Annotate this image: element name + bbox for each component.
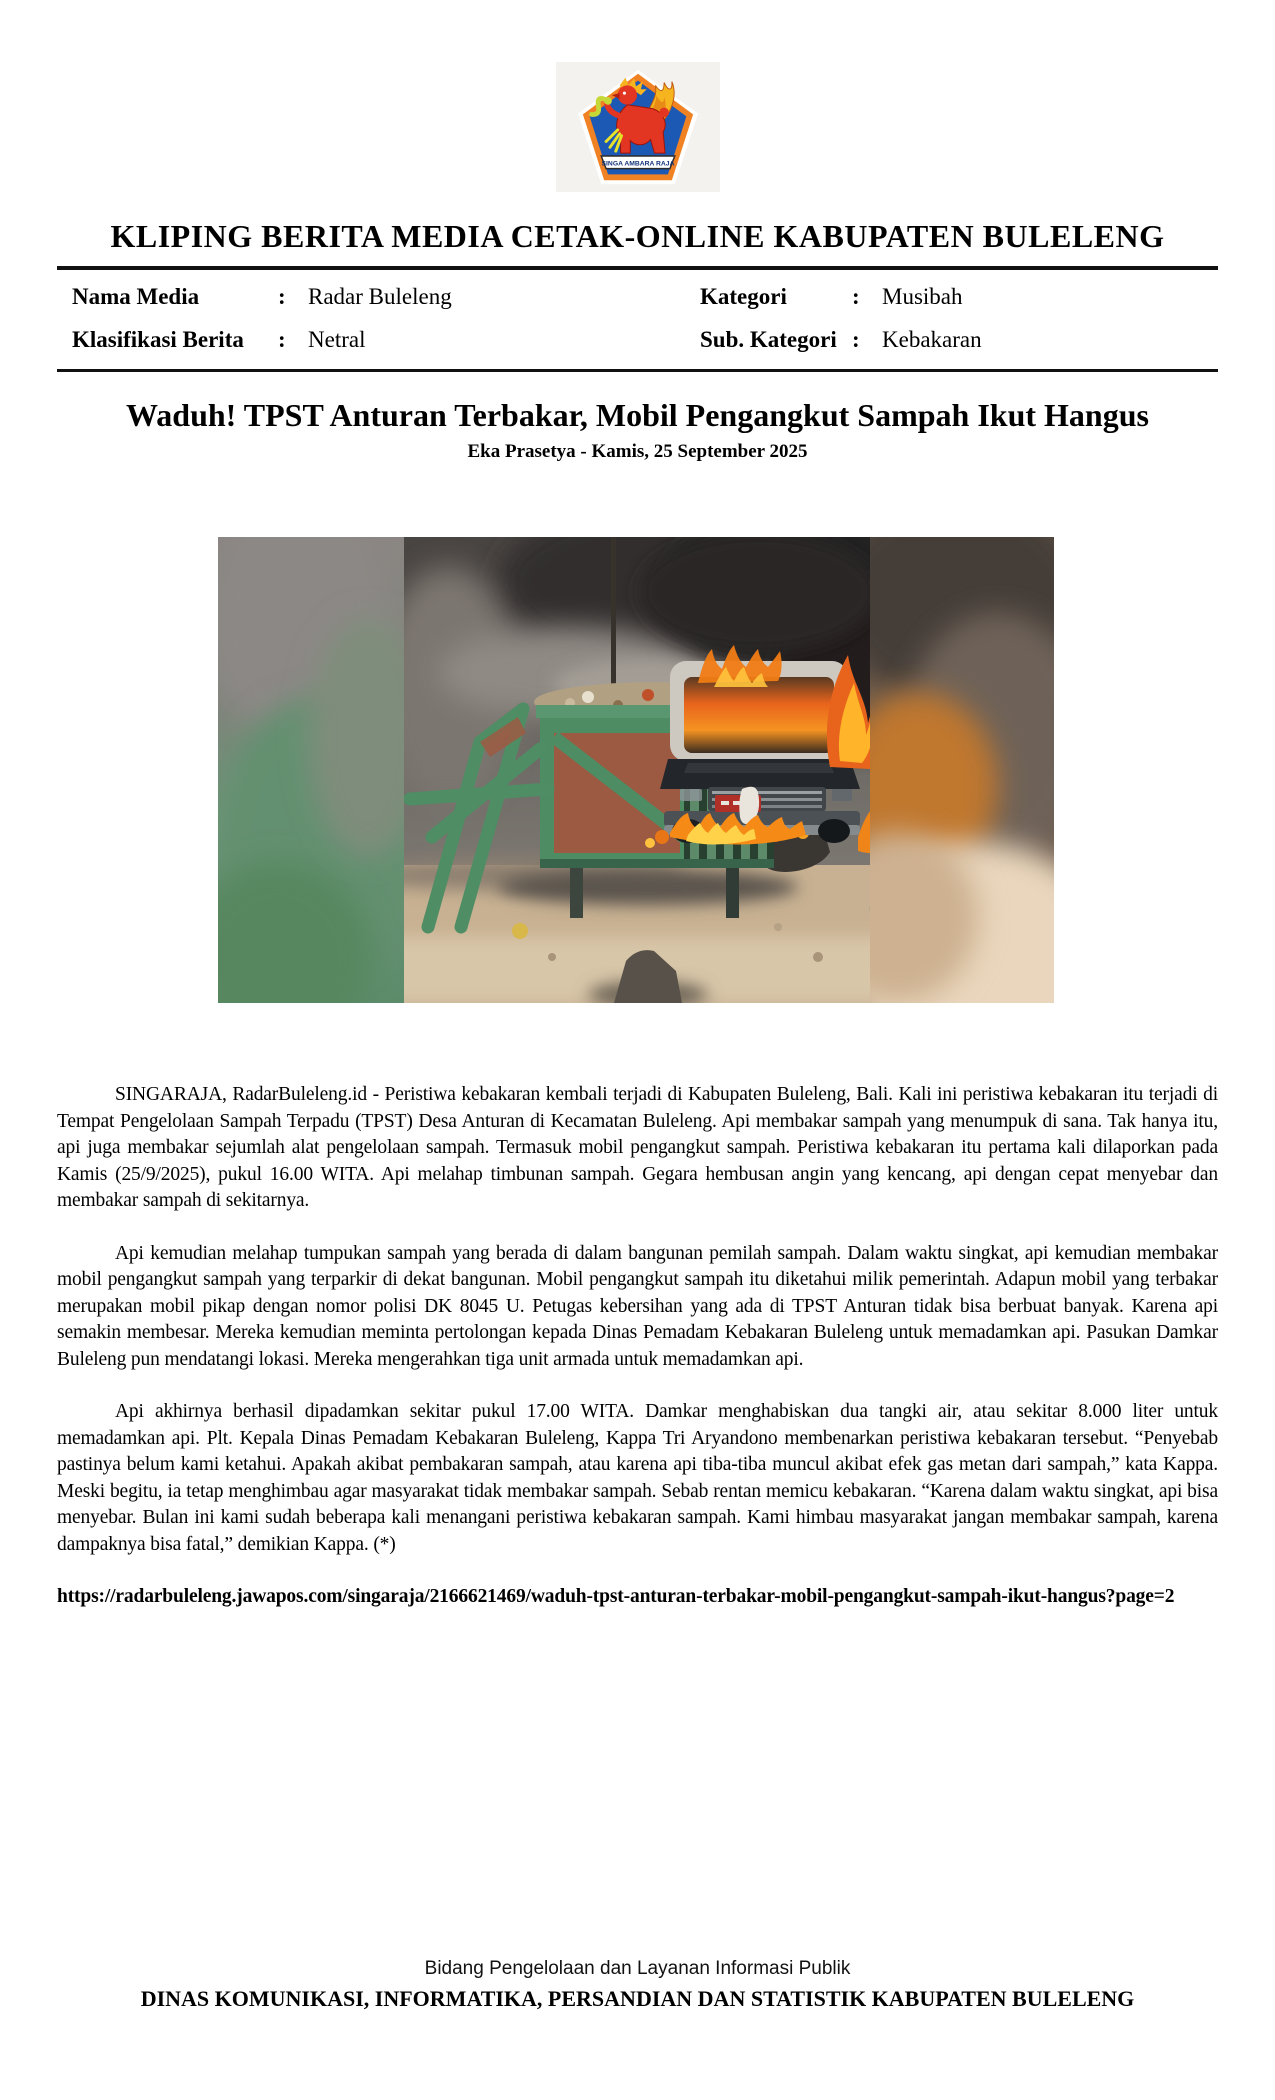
article-photo	[218, 537, 1054, 1003]
meta-label: Klasifikasi Berita	[72, 327, 244, 352]
page-title: KLIPING BERITA MEDIA CETAK-ONLINE KABUPATEN BULELENG	[110, 218, 1165, 254]
footer-agency: DINAS KOMUNIKASI, INFORMATIKA, PERSANDIAN DAN STATISTIK KABUPATEN BULELENG	[140, 1986, 1135, 2011]
meta-row-kategori	[700, 284, 982, 327]
source-url: https://radarbuleleng.jawapos.com/singaraja/2166621469/waduh-tpst-anturan-terbakar-mobil-pengangkut-sampah-ikut-hangus?page=2	[57, 1586, 1175, 1607]
meta-value: Netral	[308, 327, 366, 352]
article-body	[57, 1082, 1218, 1637]
meta-value: Kebakaran	[882, 327, 982, 352]
meta-row-klasifikasi-berita	[72, 327, 452, 370]
meta-row-sub-kategori	[700, 327, 982, 370]
paragraph-1: SINGARAJA, RadarBuleleng.id - Peristiwa kebakaran kembali terjadi di Kabupaten Buleleng, Bali. Kali ini peristiwa kebakaran itu terjadi di Tempat Pengelolaan Sampah Terpadu (TPST) Desa Anturan di Kecamatan Buleleng. Api membakar sampah yang menumpuk di sana. Tak hanya itu, api juga membakar sejumlah alat pengelolaan sampah. Termasuk mobil pengangkut sampah. Peristiwa kebakaran itu pertama kali dilaporkan pada Kamis (25/9/2025), pukul 16.00 WITA. Api melahap timbunan sampah. Gegara hembusan angin yang kencang, api dengan cepat menyebar dan membakar sampah di sekitarnya.	[57, 1084, 1218, 1211]
meta-value: Musibah	[882, 284, 963, 309]
meta-value: Radar Buleleng	[308, 284, 452, 309]
left-blur-band	[218, 537, 428, 1003]
header-logo	[556, 62, 720, 192]
meta-colon: :	[278, 327, 286, 352]
meta-colon: :	[278, 284, 286, 309]
paragraph-2: Api kemudian melahap tumpukan sampah yang berada di dalam bangunan pemilah sampah. Dalam waktu singkat, api kemudian membakar mobil pengangkut sampah yang terparkir di dekat bangunan. Mobil pengangkut sampah itu diketahui milik pemerintah. Adapun mobil yang terbakar merupakan mobil pikap dengan nomor polisi DK 8045 U. Petugas kebersihan yang ada di TPST Anturan tidak bisa berbuat banyak. Karena api semakin membesar. Mereka kemudian meminta pertolongan kepada Dinas Pemadam Kebakaran Buleleng untuk memadamkan api. Pasukan Damkar Buleleng pun mendatangi lokasi. Mereka mengerahkan tiga unit armada untuk memadamkan api.	[57, 1242, 1218, 1370]
divider-top	[57, 266, 1218, 270]
crest-banner-text: SINGA AMBARA RAJA	[601, 160, 675, 168]
divider-article	[57, 369, 1218, 372]
singa-ambara-raja-crest-icon	[575, 68, 701, 186]
fire-photo-illustration	[218, 537, 1054, 1003]
meta-label: Sub. Kategori	[700, 327, 837, 352]
article-byline: Eka Prasetya - Kamis, 25 September 2025	[467, 441, 808, 462]
windshield-fire	[684, 677, 834, 753]
meta-colon: :	[852, 327, 860, 352]
paragraph-3: Api akhirnya berhasil dipadamkan sekitar pukul 17.00 WITA. Damkar menghabiskan dua tangki air, atau sekitar 8.000 liter untuk memadamkan api. Plt. Kepala Dinas Pemadam Kebakaran Buleleng, Kappa Tri Aryandono membenarkan peristiwa kebakaran tersebut. “Penyebab pastinya belum kami ketahui. Apakah akibat pembakaran sampah, atau karena api tiba-tiba muncul akibat efek gas metan dari sampah,” kata Kappa. Meski begitu, ia tetap menghimbau agar masyarakat tidak membakar sampah. Sebab rentan memicu kebakaran. “Karena dalam waktu singkat, api bisa menyebar. Bulan ini kami sudah beberapa kali menangani peristiwa kebakaran sampah. Kami himbau masyarakat jangan membakar sampah, karena dampaknya bisa fatal,” demikian Kappa. (*)	[57, 1401, 1218, 1555]
meta-label: Kategori	[700, 284, 787, 309]
yellow-leaf	[512, 923, 528, 939]
meta-label: Nama Media	[72, 284, 200, 309]
footer-division: Bidang Pengelolaan dan Layanan Informasi Publik	[424, 1958, 851, 1979]
meta-row-nama-media	[72, 284, 452, 327]
meta-colon: :	[852, 284, 860, 309]
article-title: Waduh! TPST Anturan Terbakar, Mobil Pengangkut Sampah Ikut Hangus	[126, 397, 1149, 433]
